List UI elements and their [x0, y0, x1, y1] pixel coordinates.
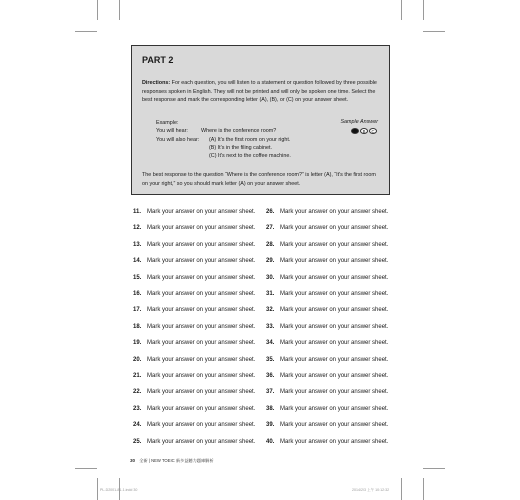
crop-mark	[119, 0, 120, 20]
question-number: 38.	[266, 405, 275, 412]
question-number: 14.	[133, 258, 142, 265]
question-item	[266, 225, 388, 231]
directions-text	[142, 79, 382, 105]
crop-mark	[423, 468, 445, 469]
question-item	[133, 422, 255, 428]
question-item	[133, 307, 255, 313]
question-number: 24.	[133, 422, 142, 429]
question-text: Mark your answer on your answer sheet.	[280, 373, 389, 379]
question-number: 16.	[133, 291, 142, 297]
example-also-prefix: You will also hear:	[156, 137, 200, 143]
question-text: Mark your answer on your answer sheet.	[147, 422, 256, 429]
question-text: Mark your answer on your answer sheet.	[280, 274, 389, 281]
directions-label: Directions:	[142, 80, 171, 86]
question-text: Mark your answer on your answer sheet.	[147, 258, 256, 265]
crop-mark	[423, 478, 424, 500]
question-item	[266, 307, 388, 313]
question-item	[133, 389, 255, 395]
question-text: Mark your answer on your answer sheet.	[280, 225, 389, 232]
example-option-c: (C) It's next to the coffee machine.	[209, 153, 291, 159]
question-number: 32.	[266, 307, 275, 314]
question-text: Mark your answer on your answer sheet.	[280, 389, 389, 396]
question-text: Mark your answer on your answer sheet.	[147, 209, 256, 215]
directions-box	[131, 45, 390, 195]
question-number: 35.	[266, 356, 275, 363]
question-number: 20.	[133, 356, 142, 363]
question-item	[266, 209, 388, 215]
question-item	[266, 422, 388, 428]
question-item	[266, 357, 388, 363]
question-text: Mark your answer on your answer sheet.	[147, 241, 256, 248]
crop-mark	[401, 478, 402, 500]
question-item	[133, 340, 255, 346]
answer-bubble-a-filled	[351, 128, 359, 134]
question-number: 30.	[266, 274, 275, 281]
question-text: Mark your answer on your answer sheet.	[280, 241, 389, 248]
question-text: Mark your answer on your answer sheet.	[147, 438, 256, 445]
question-item	[266, 324, 388, 330]
crop-mark	[75, 31, 97, 32]
question-item	[133, 275, 255, 281]
question-number: 40.	[266, 438, 275, 445]
crop-mark	[75, 468, 97, 469]
question-number: 22.	[133, 389, 142, 396]
question-item	[266, 340, 388, 346]
sample-answer-label: Sample Answer	[340, 119, 378, 125]
question-number: 34.	[266, 340, 275, 347]
question-text: Mark your answer on your answer sheet.	[147, 356, 256, 363]
question-text: Mark your answer on your answer sheet.	[147, 225, 256, 232]
question-item	[133, 324, 255, 330]
question-number: 21.	[133, 373, 142, 379]
question-item	[266, 373, 388, 379]
question-item	[133, 373, 255, 379]
answer-bubble-c: C	[369, 128, 377, 134]
question-number: 31.	[266, 291, 275, 297]
directions-body: For each question, you will listen to a statement or question followed by three possible responses spoken in English. They will not be printed and will only be spoken one time. Select the best response and mark the corresponding letter (A), (B), or (C) on your answer sheet.	[142, 80, 377, 104]
question-number: 11.	[133, 209, 142, 215]
print-slug-right: 2014/2/3 上午 10:12:32	[352, 488, 390, 492]
print-slug-left: PL-D2001-81-1.indd 30	[100, 488, 138, 492]
page-footer	[130, 458, 214, 464]
crop-mark	[97, 478, 98, 500]
question-text: Mark your answer on your answer sheet.	[280, 422, 389, 429]
question-text: Mark your answer on your answer sheet.	[280, 438, 389, 445]
question-text: Mark your answer on your answer sheet.	[280, 291, 389, 297]
question-text: Mark your answer on your answer sheet.	[147, 405, 256, 412]
example-hear-text: Where is the conference room?	[201, 128, 277, 134]
question-item	[266, 275, 388, 281]
crop-mark	[401, 0, 402, 20]
question-number: 28.	[266, 241, 275, 248]
question-number: 33.	[266, 323, 275, 330]
question-item	[133, 291, 255, 297]
question-item	[266, 389, 388, 395]
question-number: 19.	[133, 340, 142, 347]
question-item	[133, 209, 255, 215]
example-option-a: (A) It's the first room on your right.	[209, 137, 291, 143]
explanation-text: The best response to the question “Where is the conference room?” is letter (A), “It's the first room on your right,” so you should mark letter (A) on your answer sheet.	[142, 172, 376, 187]
question-text: Mark your answer on your answer sheet.	[147, 307, 256, 314]
question-item	[133, 242, 255, 248]
question-text: Mark your answer on your answer sheet.	[280, 323, 389, 330]
question-number: 39.	[266, 422, 275, 429]
question-item	[266, 242, 388, 248]
question-item	[266, 406, 388, 412]
crop-mark	[97, 0, 98, 20]
question-text: Mark your answer on your answer sheet.	[147, 340, 256, 347]
part-title: PART 2	[142, 55, 174, 65]
question-number: 15.	[133, 274, 142, 281]
question-text: Mark your answer on your answer sheet.	[280, 405, 389, 412]
question-text: Mark your answer on your answer sheet.	[280, 209, 389, 215]
question-item	[133, 357, 255, 363]
question-item	[266, 439, 388, 445]
question-text: Mark your answer on your answer sheet.	[147, 291, 256, 297]
running-title: 全新 | NEW TOEIC 新多益聽力題庫解析	[139, 458, 214, 463]
question-number: 26.	[266, 209, 275, 215]
question-number: 27.	[266, 225, 275, 232]
sample-answer-bubbles	[351, 128, 377, 134]
example-option-b: (B) It's in the filing cabinet.	[209, 145, 273, 151]
question-item	[266, 258, 388, 264]
question-item	[133, 439, 255, 445]
example-label: Example:	[156, 120, 179, 126]
question-text: Mark your answer on your answer sheet.	[280, 356, 389, 363]
question-number: 25.	[133, 438, 142, 445]
question-number: 13.	[133, 241, 142, 248]
question-number: 36.	[266, 373, 275, 379]
question-text: Mark your answer on your answer sheet.	[147, 323, 256, 330]
question-text: Mark your answer on your answer sheet.	[147, 389, 256, 396]
question-item	[266, 291, 388, 297]
question-text: Mark your answer on your answer sheet.	[147, 274, 256, 281]
question-item	[133, 258, 255, 264]
question-text: Mark your answer on your answer sheet.	[280, 258, 389, 265]
crop-mark	[423, 31, 445, 32]
answer-bubble-b: B	[360, 128, 368, 134]
page-number: 30	[130, 458, 136, 463]
question-number: 18.	[133, 323, 142, 330]
example-hear-prefix: You will hear:	[156, 128, 188, 134]
question-item	[133, 406, 255, 412]
question-text: Mark your answer on your answer sheet.	[147, 373, 256, 379]
question-text: Mark your answer on your answer sheet.	[280, 307, 389, 314]
question-number: 12.	[133, 225, 142, 232]
question-number: 37.	[266, 389, 275, 396]
question-text: Mark your answer on your answer sheet.	[280, 340, 389, 347]
question-number: 23.	[133, 405, 142, 412]
question-number: 17.	[133, 307, 142, 314]
question-item	[133, 225, 255, 231]
crop-mark	[423, 0, 424, 20]
question-number: 29.	[266, 258, 275, 265]
